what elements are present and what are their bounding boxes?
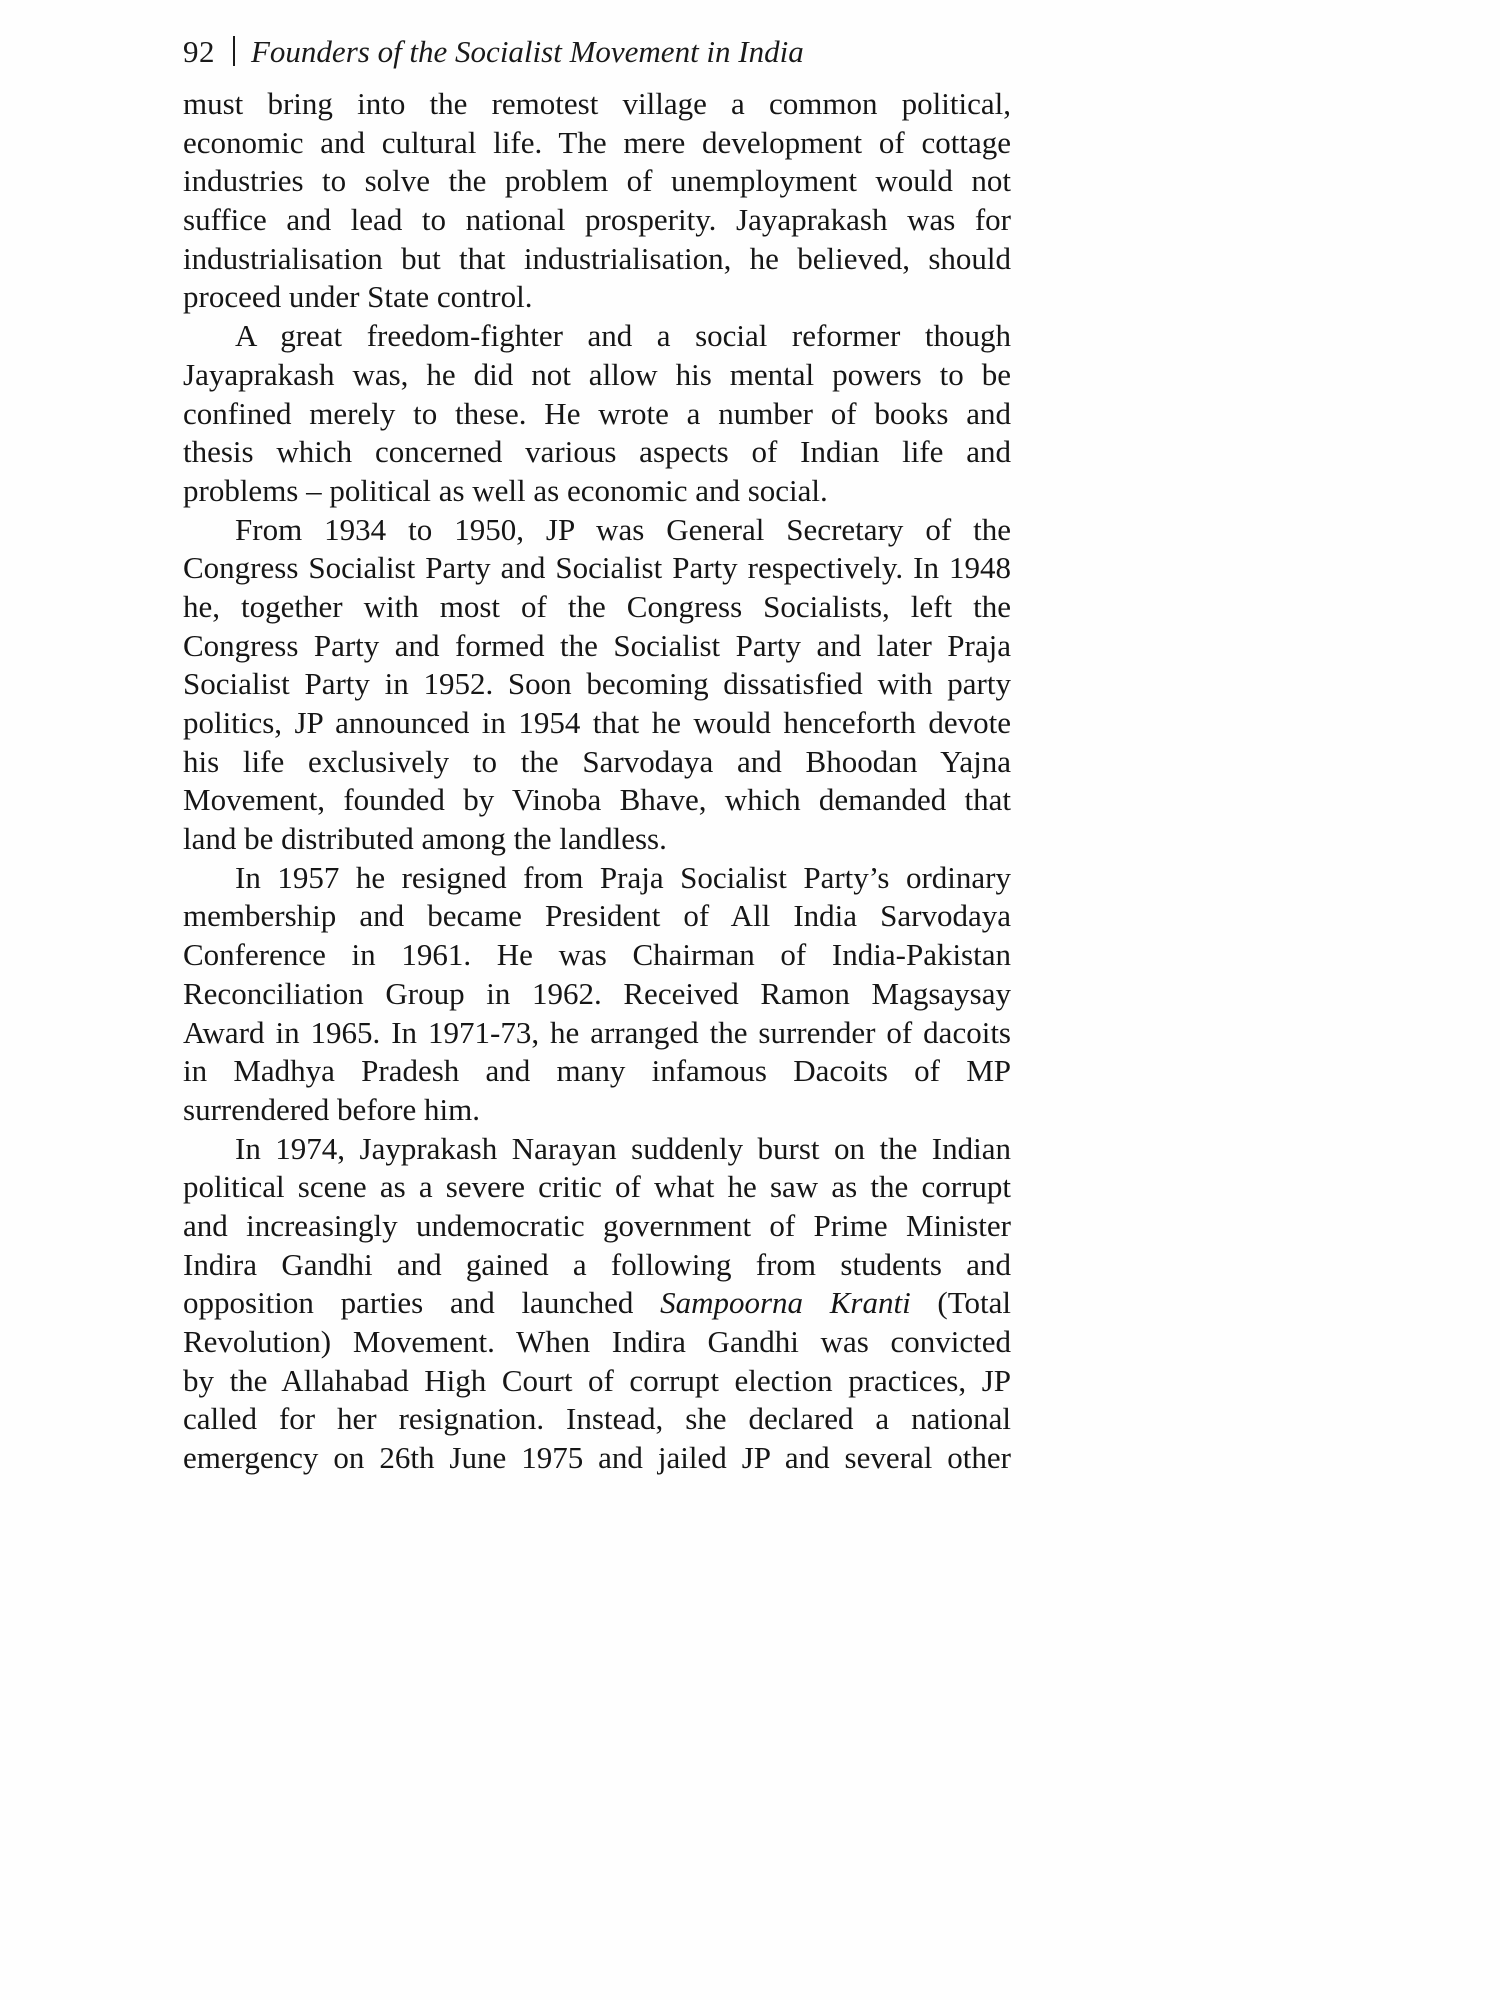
text-line: confined merely to these. He wrote a number of books and — [183, 395, 1011, 431]
text-run: (Total — [910, 1285, 1011, 1321]
text-line: he, together with most of the Congress Socialists, left the — [183, 588, 1011, 624]
text-line: membership and became President of All India Sarvodaya — [183, 898, 1011, 934]
text-line: called for her resignation. Instead, she declared a national — [183, 1401, 1011, 1437]
text-line: proceed under State control. — [183, 279, 533, 315]
paragraph — [183, 859, 1011, 1130]
text-line: and increasingly undemocratic government of Prime Minister — [183, 1207, 1011, 1243]
italic-term: Sampoorna Kranti — [660, 1285, 911, 1321]
paragraph — [183, 85, 1011, 317]
text-line: land be distributed among the landless. — [183, 821, 667, 857]
text-line: From 1934 to 1950, JP was General Secretary of the — [235, 511, 1011, 547]
text-run: opposition parties and launched — [183, 1285, 661, 1321]
text-line: industrialisation but that industrialisation, he believed, should — [183, 240, 1011, 276]
text-line: Congress Party and formed the Socialist Party and later Praja — [183, 627, 1011, 663]
text-line: Indira Gandhi and gained a following from students and — [183, 1246, 1011, 1282]
text-line: his life exclusively to the Sarvodaya and Bhoodan Yajna — [183, 743, 1011, 779]
text-line: Reconciliation Group in 1962. Received Ramon Magsaysay — [183, 975, 1011, 1011]
header-divider — [233, 36, 235, 66]
text-line: Socialist Party in 1952. Soon becoming dissatisfied with party — [183, 666, 1011, 702]
text-line: thesis which concerned various aspects of Indian life and — [183, 434, 1011, 470]
book-title: Founders of the Socialist Movement in India — [251, 34, 804, 69]
paragraph — [183, 511, 1011, 859]
paragraph — [183, 317, 1011, 510]
body-text — [183, 85, 1011, 1478]
text-line: Congress Socialist Party and Socialist Party respectively. In 1948 — [183, 550, 1011, 586]
page-number: 92 — [183, 34, 215, 69]
text-line: A great freedom-fighter and a social reformer though — [235, 318, 1011, 354]
text-line: Conference in 1961. He was Chairman of India-Pakistan — [183, 937, 1011, 973]
text-line: industries to solve the problem of unemployment would not — [183, 163, 1011, 199]
text-line — [183, 1284, 1011, 1323]
text-line: problems – political as well as economic and social. — [183, 472, 828, 508]
text-line: Movement, founded by Vinoba Bhave, which demanded that — [183, 782, 1011, 818]
text-line: suffice and lead to national prosperity. Jayaprakash was for — [183, 202, 1011, 238]
text-line: In 1974, Jayprakash Narayan suddenly burst on the Indian — [235, 1130, 1011, 1166]
text-line: in Madhya Pradesh and many infamous Dacoits of MP — [183, 1053, 1011, 1089]
paragraph — [183, 1130, 1011, 1478]
text-line: politics, JP announced in 1954 that he would henceforth devote — [183, 705, 1011, 740]
running-head — [183, 30, 804, 74]
text-line: surrendered before him. — [183, 1091, 480, 1127]
text-line: by the Allahabad High Court of corrupt election practices, JP — [183, 1362, 1011, 1398]
text-line: In 1957 he resigned from Praja Socialist Party’s ordinary — [235, 859, 1011, 895]
text-line: must bring into the remotest village a common political, — [183, 86, 1011, 121]
text-line: emergency on 26th June 1975 and jailed JP and several other — [183, 1440, 1011, 1476]
text-line: Jayaprakash was, he did not allow his mental powers to be — [183, 356, 1011, 392]
text-line: political scene as a severe critic of what he saw as the corrupt — [183, 1169, 1011, 1205]
text-line: Revolution) Movement. When Indira Gandhi was convicted — [183, 1324, 1011, 1359]
text-line: Award in 1965. In 1971-73, he arranged the surrender of dacoits — [183, 1014, 1011, 1050]
text-line: economic and cultural life. The mere development of cottage — [183, 124, 1011, 160]
